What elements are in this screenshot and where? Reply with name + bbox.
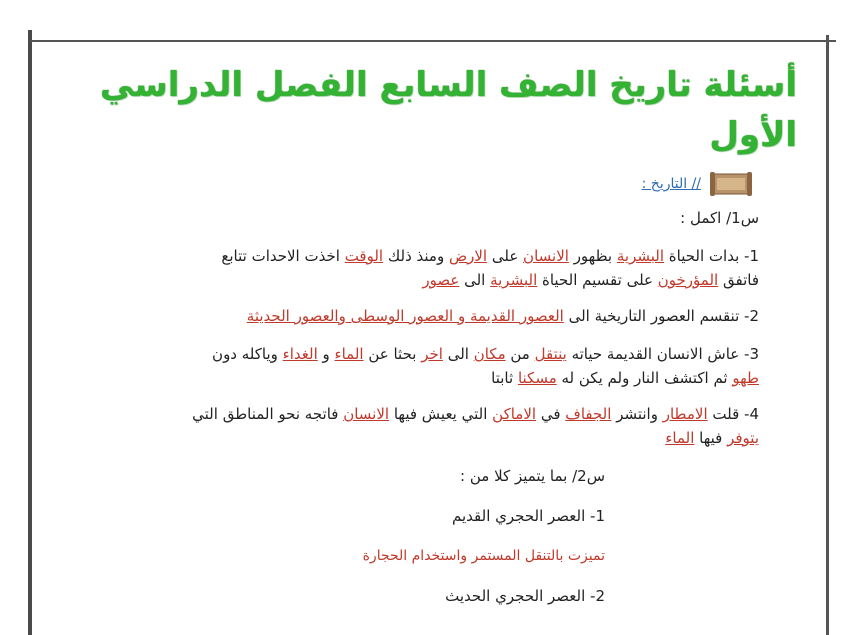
text: على تقسيم الحياة [537,271,658,289]
text: عاش الانسان القديمة حياته [566,345,745,363]
answer: عصور [422,271,460,289]
text: فيها [694,429,728,447]
subject-heading: // التاريخ : [641,176,701,192]
answer: اخر [421,345,443,363]
answer: ينتقل [534,345,567,363]
text: فاتجه نحو المناطق التي [192,405,344,423]
answer: المؤرخون [657,271,719,289]
answer: مسكنا [517,369,557,387]
text: بدات الحياة [664,247,745,265]
text: الى [459,271,491,289]
text: ثم اكتشف النار ولم يكن له [556,369,733,387]
q2-item-2: 2- العصر الحجري الحديث [445,587,605,605]
answer: يتوفر [727,429,759,447]
text: بحثا عن [363,345,422,363]
top-border [30,40,836,42]
answer: البشرية [490,271,538,289]
text: التي يعيش فيها [389,405,493,423]
answer: الماء [334,345,364,363]
answer: الاماكن [492,405,537,423]
text: اخذت الاحدات تتابع [221,247,345,265]
text: فاتفق [718,271,759,289]
text: وياكله دون [212,345,283,363]
answer: البشرية [616,247,664,265]
answer: الماء [665,429,695,447]
right-border [826,35,829,635]
subject-heading-row [60,166,805,202]
answer: الانسان [343,405,390,423]
text: وانتشر [611,405,663,423]
answer: الغداء [282,345,318,363]
text: بظهور [568,247,617,265]
q1-label: س1/ اكمل : [680,209,759,227]
q1-item-3 [60,342,805,390]
answer: مكان [473,345,506,363]
answer: العصور القديمة و العصور الوسطى والعصور الحديثة [246,307,564,325]
text: قلت [707,405,745,423]
q1-item-2 [60,304,805,328]
answer: الامطار [662,405,708,423]
q1-item-4 [60,402,805,450]
q1-item-3-number: 3- [744,345,759,363]
page-title: أسئلة تاريخ الصف السابع الفصل الدراسي الأول [99,65,797,155]
text: و [317,345,335,363]
answer: الجفاف [565,405,612,423]
text: من [505,345,535,363]
answer: طهو [732,369,759,387]
q1-item-1 [60,244,805,292]
text: ومنذ ذلك [383,247,449,265]
q1-item-1-number: 1- [744,247,759,265]
q2-item-1: 1- العصر الحجري القديم [452,507,605,525]
q1-item-2-number: 2- [744,307,759,325]
q2-answer-1: تميزت بالتنقل المستمر واستخدام الحجارة [362,548,605,564]
left-border [28,30,32,635]
text: تنقسم العصور التاريخية الى [563,307,745,325]
answer: الانسان [523,247,569,265]
answer: الوقت [344,247,384,265]
q2-label: س2/ بما يتميز كلا من : [460,467,605,485]
text: في [536,405,566,423]
scroll-icon [709,170,753,198]
text: ثابتا [491,369,518,387]
q1-item-4-number: 4- [744,405,759,423]
text: الى [442,345,474,363]
text: على [487,247,524,265]
answer: الارض [448,247,488,265]
document-content [60,60,805,608]
